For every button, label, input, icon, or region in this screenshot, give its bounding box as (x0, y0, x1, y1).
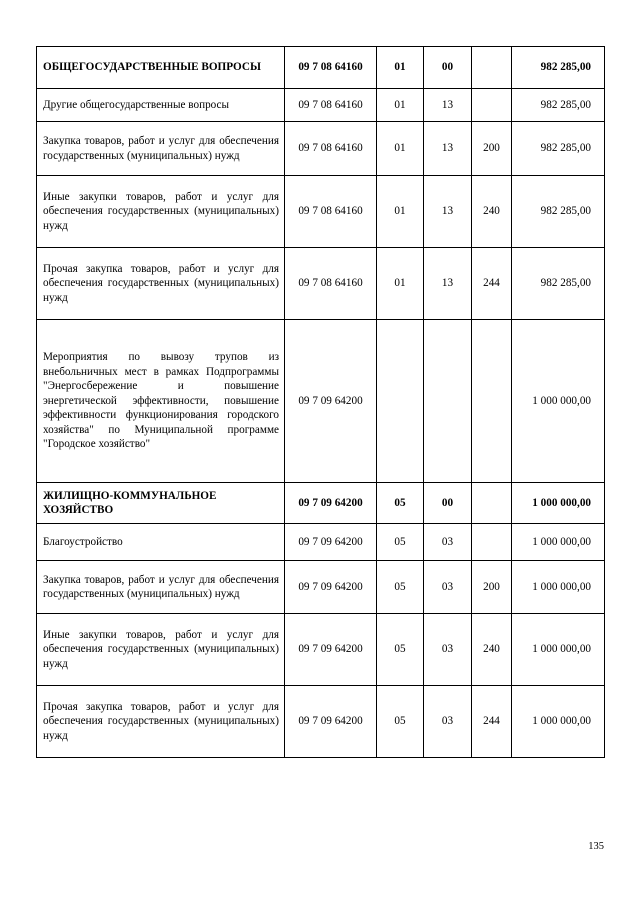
row-target-code: 09 7 09 64200 (285, 524, 377, 561)
row-amount: 1 000 000,00 (512, 524, 605, 561)
row-name: Благоустройство (37, 524, 285, 561)
row-name: Прочая закупка товаров, работ и услуг для обеспечения государственных (муниципальных) нужд (37, 686, 285, 758)
row-amount: 982 285,00 (512, 122, 605, 176)
row-expense-type: 200 (472, 561, 512, 614)
row-section-code: 05 (377, 524, 424, 561)
row-expense-type (472, 320, 512, 483)
row-name: Закупка товаров, работ и услуг для обеспечения государственных (муниципальных) нужд (37, 561, 285, 614)
row-name: Прочая закупка товаров, работ и услуг для обеспечения государственных (муниципальных) нужд (37, 248, 285, 320)
row-section-code: 05 (377, 561, 424, 614)
row-amount: 982 285,00 (512, 47, 605, 89)
row-amount: 982 285,00 (512, 89, 605, 122)
row-expense-type: 200 (472, 122, 512, 176)
row-amount: 1 000 000,00 (512, 614, 605, 686)
row-subsection-code (424, 320, 472, 483)
row-subsection-code: 13 (424, 89, 472, 122)
table-row (37, 89, 605, 122)
row-target-code: 09 7 08 64160 (285, 248, 377, 320)
row-target-code: 09 7 08 64160 (285, 122, 377, 176)
row-amount: 982 285,00 (512, 176, 605, 248)
row-name: Другие общегосударственные вопросы (37, 89, 285, 122)
row-subsection-code: 03 (424, 686, 472, 758)
table-row (37, 686, 605, 758)
table-row (37, 122, 605, 176)
table-row-section-general-issues (37, 47, 605, 89)
table-row (37, 524, 605, 561)
row-target-code: 09 7 08 64160 (285, 89, 377, 122)
row-subsection-code: 03 (424, 561, 472, 614)
budget-table-body (37, 47, 605, 758)
row-subsection-code: 03 (424, 524, 472, 561)
row-target-code: 09 7 09 64200 (285, 614, 377, 686)
row-subsection-code: 00 (424, 47, 472, 89)
row-subsection-code: 13 (424, 122, 472, 176)
budget-table (36, 46, 605, 758)
row-section-code: 05 (377, 483, 424, 524)
row-expense-type: 244 (472, 686, 512, 758)
row-section-code: 01 (377, 122, 424, 176)
row-amount: 1 000 000,00 (512, 483, 605, 524)
row-expense-type (472, 47, 512, 89)
row-subsection-code: 00 (424, 483, 472, 524)
table-row (37, 248, 605, 320)
row-expense-type (472, 483, 512, 524)
row-name: Иные закупки товаров, работ и услуг для обеспечения государственных (муниципальных) нужд (37, 176, 285, 248)
table-row-section-housing-utilities (37, 483, 605, 524)
row-amount: 982 285,00 (512, 248, 605, 320)
row-section-code: 01 (377, 176, 424, 248)
row-section-code (377, 320, 424, 483)
row-section-code: 01 (377, 248, 424, 320)
row-section-code: 05 (377, 686, 424, 758)
row-amount: 1 000 000,00 (512, 320, 605, 483)
row-section-code: 01 (377, 47, 424, 89)
row-target-code: 09 7 09 64200 (285, 483, 377, 524)
row-name: ЖИЛИЩНО-КОММУНАЛЬНОЕ ХОЗЯЙСТВО (37, 483, 285, 524)
table-row (37, 561, 605, 614)
row-target-code: 09 7 09 64200 (285, 320, 377, 483)
row-expense-type (472, 89, 512, 122)
table-row (37, 614, 605, 686)
table-row (37, 320, 605, 483)
row-subsection-code: 03 (424, 614, 472, 686)
row-expense-type: 244 (472, 248, 512, 320)
row-amount: 1 000 000,00 (512, 686, 605, 758)
row-name: Мероприятия по вывозу трупов из внебольничных мест в рамках Подпрограммы "Энергосбережение и повышение энергетической эффективности, повышение эффективности функционирования городского хозяйства" по Муниципальной программе "Городское хозяйство" (37, 320, 285, 483)
row-target-code: 09 7 09 64200 (285, 561, 377, 614)
row-name: ОБЩЕГОСУДАРСТВЕННЫЕ ВОПРОСЫ (37, 47, 285, 89)
row-expense-type: 240 (472, 614, 512, 686)
row-amount: 1 000 000,00 (512, 561, 605, 614)
table-row (37, 176, 605, 248)
row-subsection-code: 13 (424, 176, 472, 248)
row-expense-type: 240 (472, 176, 512, 248)
row-target-code: 09 7 09 64200 (285, 686, 377, 758)
row-name: Иные закупки товаров, работ и услуг для обеспечения государственных (муниципальных) нужд (37, 614, 285, 686)
row-subsection-code: 13 (424, 248, 472, 320)
row-section-code: 01 (377, 89, 424, 122)
row-target-code: 09 7 08 64160 (285, 176, 377, 248)
row-name: Закупка товаров, работ и услуг для обеспечения государственных (муниципальных) нужд (37, 122, 285, 176)
page-number: 135 (588, 841, 604, 852)
row-expense-type (472, 524, 512, 561)
row-section-code: 05 (377, 614, 424, 686)
row-target-code: 09 7 08 64160 (285, 47, 377, 89)
